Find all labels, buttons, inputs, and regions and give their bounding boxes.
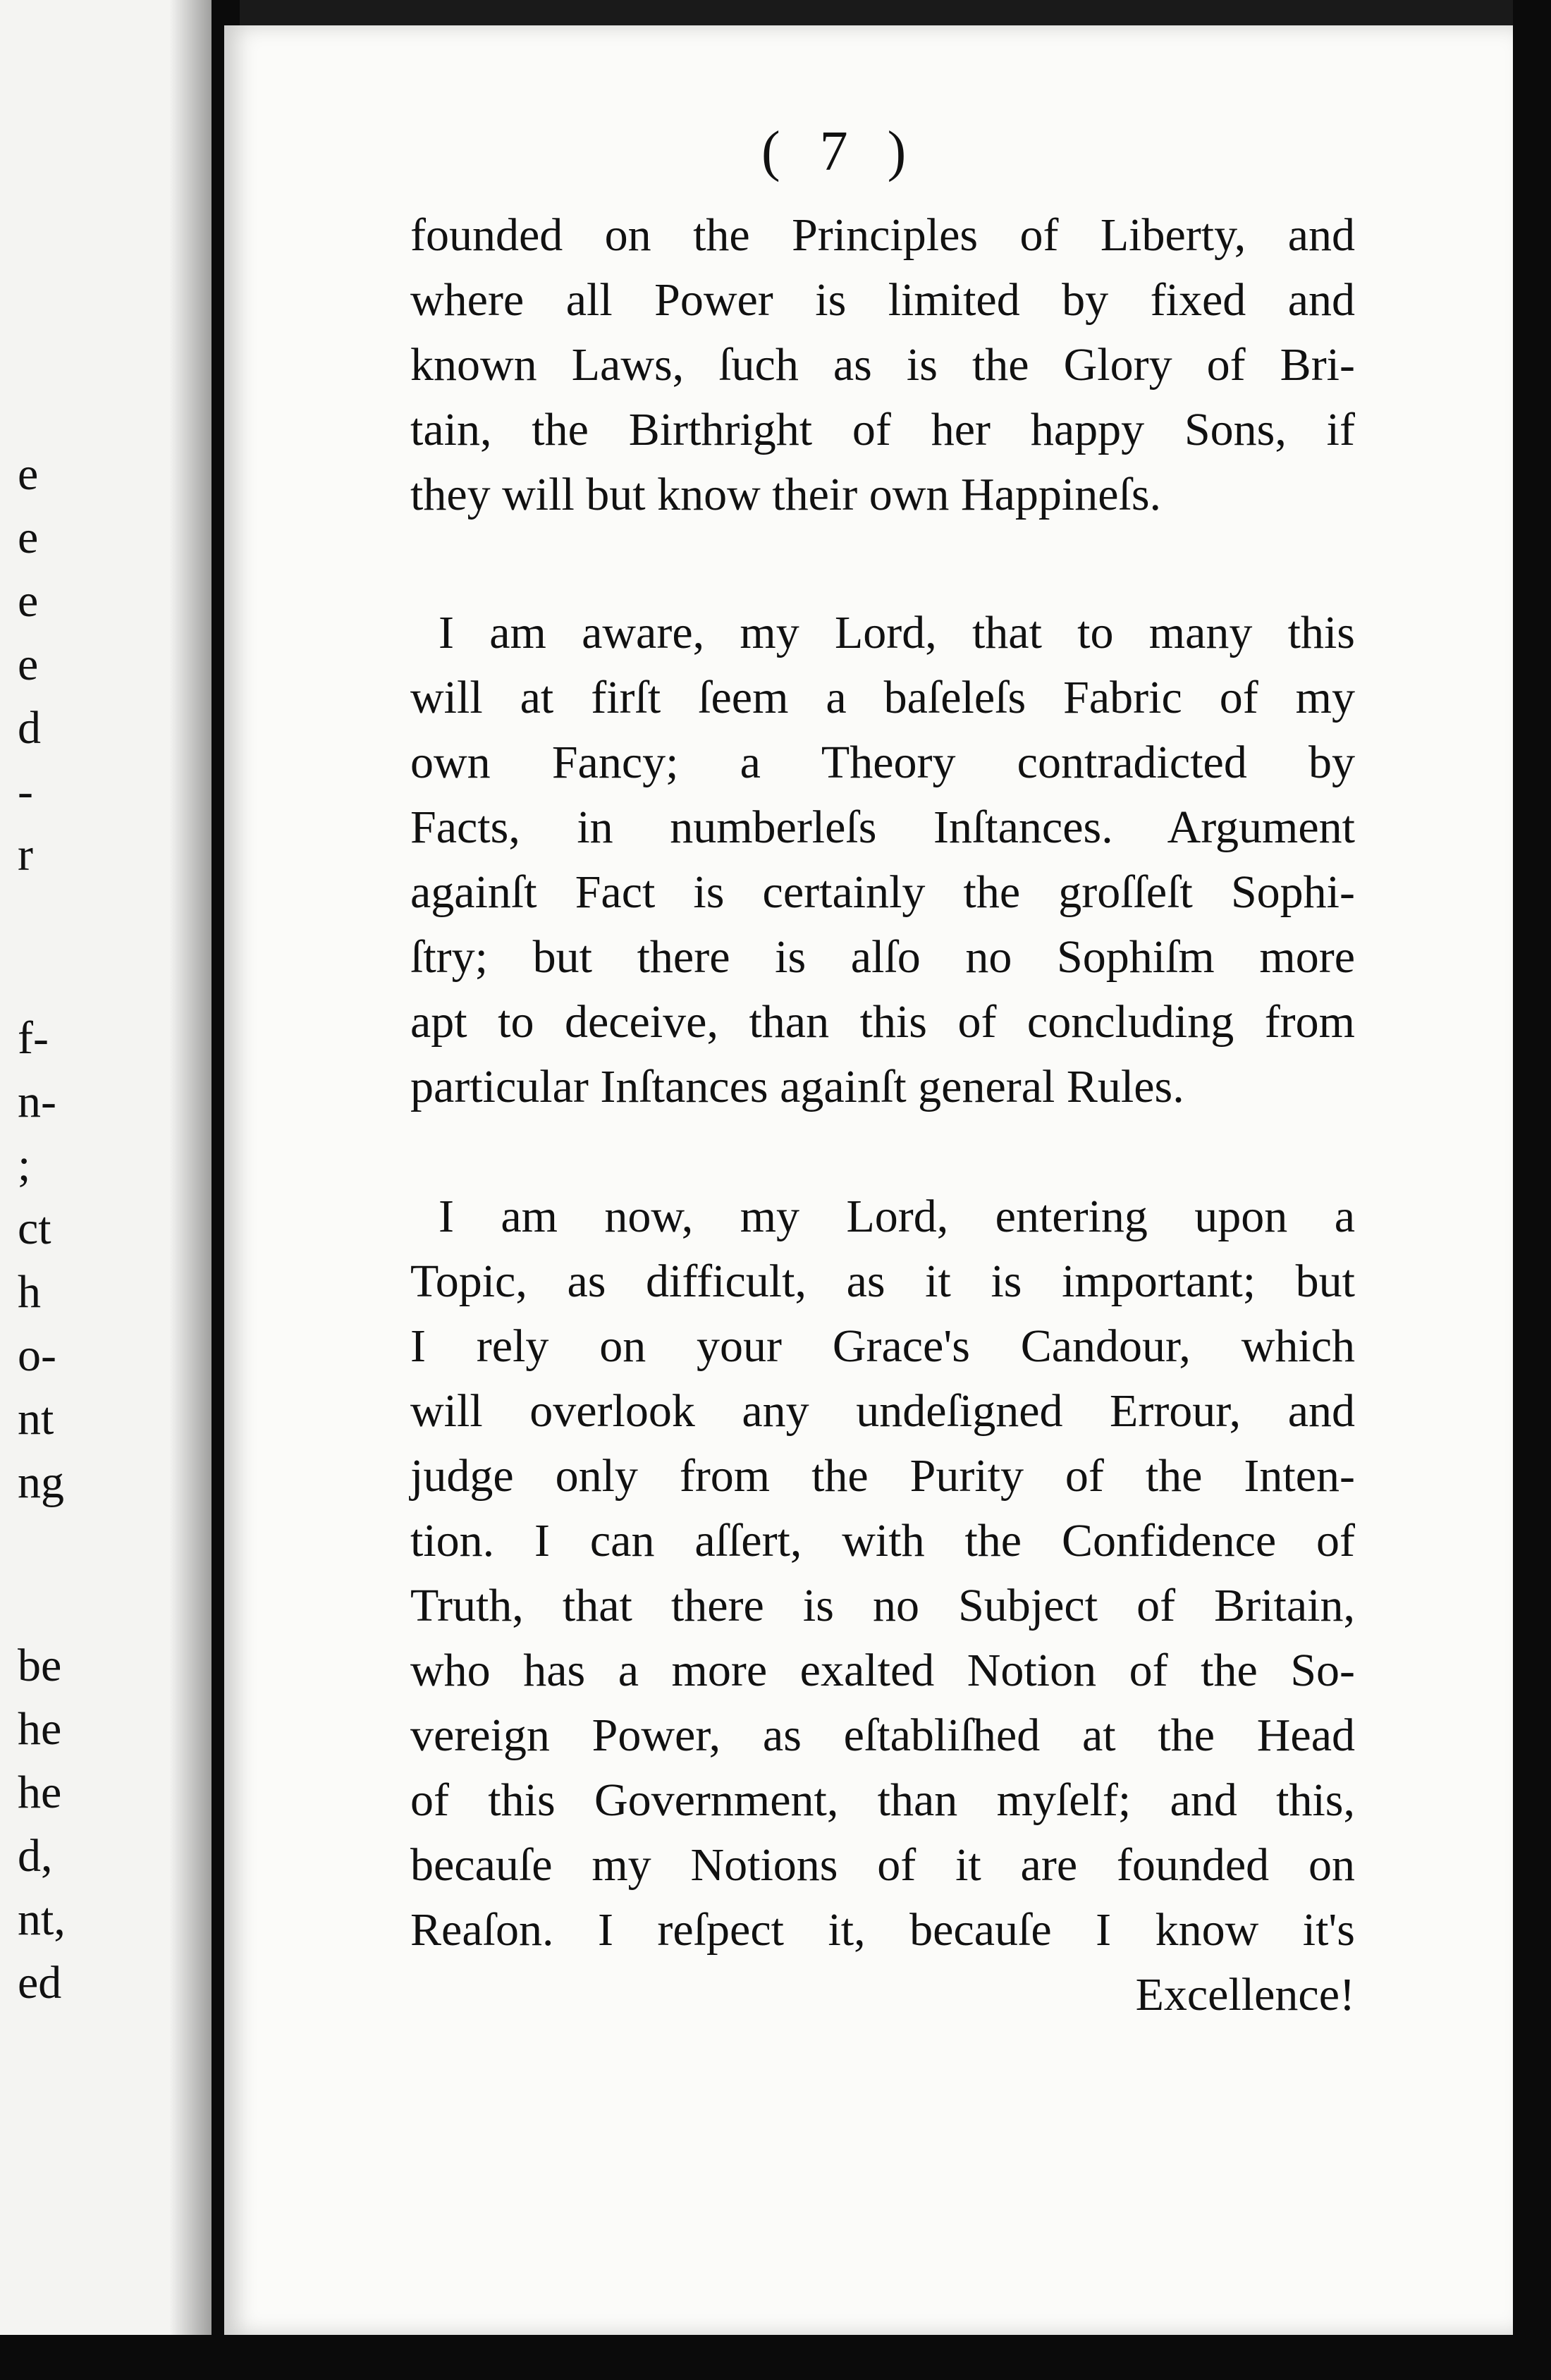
text-line: known Laws, ſuch as is the Glory of Bri- [410,339,1355,391]
text-line: ſtry; but there is alſo no Sophiſm more [410,931,1355,983]
text-line: againſt Fact is certainly the groſſeſt Sophi- [410,866,1355,918]
fragment: h [18,1266,41,1318]
text-line: vereign Power, as eſtabliſhed at the Head [410,1710,1355,1761]
text-line: who has a more exalted Notion of the So- [410,1645,1355,1696]
page-shadow [169,0,212,2380]
fragment: e [18,448,39,500]
fragment: ; [18,1139,31,1191]
fragment: n- [18,1076,56,1127]
text-line: Facts, in numberleſs Inſtances. Argument [410,802,1355,853]
fragment: nt, [18,1894,66,1945]
bottom-scan-edge [0,2335,1551,2380]
paragraph-3 [410,1184,1355,2028]
text-line: will at firſt ſeem a baſeleſs Fabric of my [410,672,1355,723]
text-line: will overlook any undeſigned Errour, and [410,1385,1355,1437]
fragment: e [18,575,39,627]
text-line: becauſe my Notions of it are founded on [410,1839,1355,1891]
fragment: nt [18,1393,54,1444]
text-line: Reaſon. I reſpect it, becauſe I know it's [410,1904,1355,1956]
text-line: I rely on your Grace's Candour, which [410,1320,1355,1372]
text-line: own Fancy; a Theory contradicted by [410,737,1355,788]
text-line: I am aware, my Lord, that to many this [439,607,1355,658]
fragment: e [18,639,39,690]
facing-page [0,0,212,2380]
text-line: tion. I can aſſert, with the Confidence of [410,1515,1355,1566]
page-number: ( 7 ) [761,121,919,183]
text-line: Excellence! [1135,1969,1355,2020]
text-line: Truth, that there is no Subject of Britain, [410,1580,1355,1631]
fragment: be [18,1640,62,1691]
text-line: of this Government, than myſelf; and this, [410,1774,1355,1826]
paragraph-2 [410,601,1355,1120]
fragment: f- [18,1012,49,1064]
fragment: ct [18,1203,51,1254]
fragment: ed [18,1957,62,2008]
right-scan-edge [1513,0,1551,2380]
fragment: he [18,1703,62,1755]
text-line: particular Inſtances againſt general Rules. [410,1061,1184,1112]
paragraph-1 [410,203,1355,527]
fragment: d, [18,1830,53,1882]
text-line: apt to deceive, than this of concluding from [410,996,1355,1048]
text-line: where all Power is limited by fixed and [410,274,1355,326]
text-line: tain, the Birthright of her happy Sons, if [410,404,1355,455]
fragment: ng [18,1456,64,1508]
fragment: e [18,512,39,563]
text-line: I am now, my Lord, entering upon a [439,1191,1355,1242]
fragment: d [18,702,41,754]
text-line: founded on the Principles of Liberty, and [410,209,1355,261]
text-line: they will but know their own Happineſs. [410,469,1162,520]
fragment: r [18,829,33,881]
text-line: judge only from the Purity of the Inten- [410,1450,1355,1502]
text-line: Topic, as difficult, as it is important; but [410,1256,1355,1307]
fragment: o- [18,1330,56,1381]
fragment: he [18,1767,62,1818]
fragment: - [18,766,33,817]
